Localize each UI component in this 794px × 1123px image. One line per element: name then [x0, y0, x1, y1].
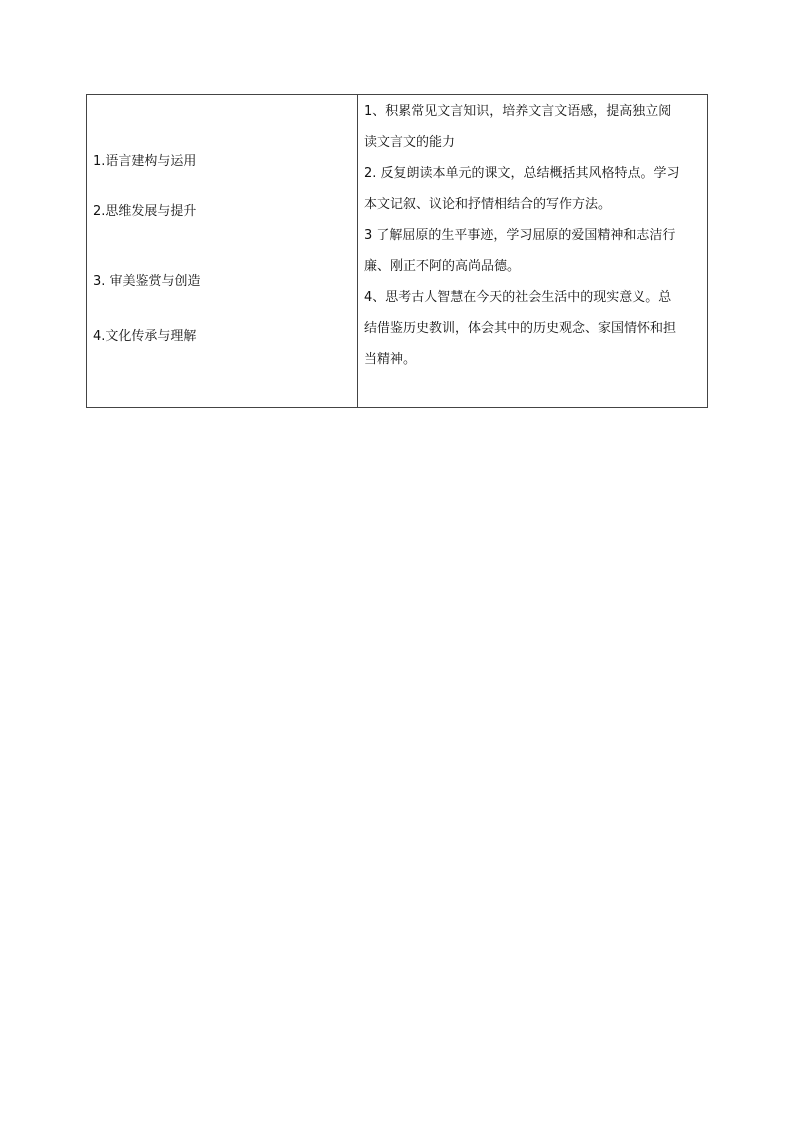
- core-literacy-item: 3. 审美鉴赏与创造: [93, 274, 201, 289]
- core-literacy-item: 4.文化传承与理解: [93, 329, 197, 344]
- core-literacy-cell: [87, 95, 358, 407]
- objective-line: 2. 反复朗读本单元的课文，总结概括其风格特点。学习: [364, 166, 680, 181]
- objective-line: 廉、刚正不阿的高尚品德。: [364, 259, 521, 274]
- core-literacy-item: 1.语言建构与运用: [93, 154, 197, 169]
- core-literacy-item: 2.思维发展与提升: [93, 204, 197, 219]
- objective-line: 本文记叙、议论和抒情相结合的写作方法。: [364, 197, 612, 212]
- objective-line: 当精神。: [364, 352, 417, 367]
- objectives-table: [86, 94, 708, 408]
- objective-line: 3 了解屈原的生平事迹，学习屈原的爱国精神和志洁行: [364, 228, 676, 243]
- objective-line: 读文言文的能力: [364, 135, 456, 150]
- learning-objectives-cell: [358, 95, 707, 407]
- objective-line: 结借鉴历史教训，体会其中的历史观念、家国情怀和担: [364, 321, 677, 336]
- objective-line: 1、积累常见文言知识，培养文言文语感，提高独立阅: [364, 104, 672, 119]
- objective-line: 4、思考古人智慧在今天的社会生活中的现实意义。总: [364, 290, 672, 305]
